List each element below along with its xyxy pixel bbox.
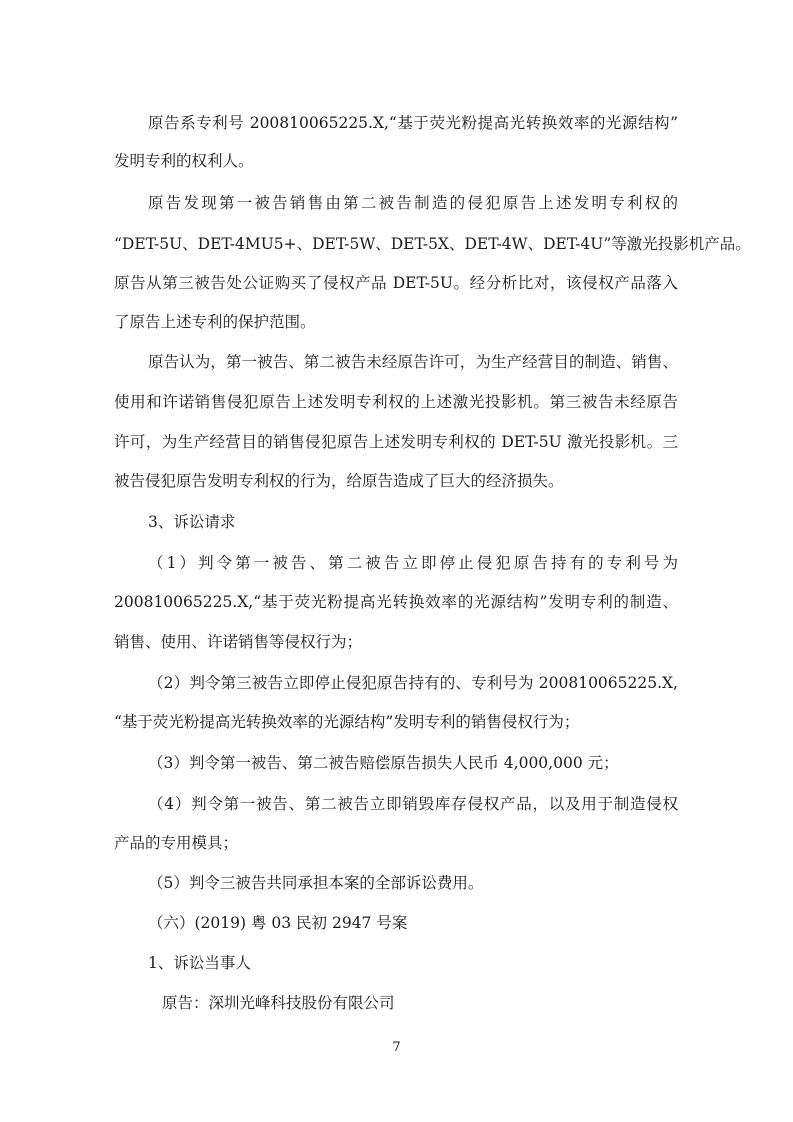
text-line: 使用和许诺销售侵犯原告上述发明专利权的上述激光投影机。第三被告未经原告 bbox=[114, 393, 678, 411]
text-line: 销售、使用、许诺销售等侵权行为； bbox=[114, 633, 363, 651]
text-line: （1）判令第一被告、第二被告立即停止侵犯原告持有的专利号为 bbox=[148, 554, 678, 572]
text-line: 200810065225.X,“基于荧光粉提高光转换效率的光源结构”发明专利的制造、 bbox=[114, 593, 678, 611]
text-line: 被告侵犯原告发明专利权的行为，给原告造成了巨大的经济损失。 bbox=[114, 472, 564, 490]
text-line: 原告发现第一被告销售由第二被告制造的侵犯原告上述发明专利权的 bbox=[148, 194, 678, 212]
text-line: 原告系专利号 200810065225.X,“基于荧光粉提高光转换效率的光源结构” bbox=[148, 114, 678, 132]
text-line: 了原告上述专利的保护范围。 bbox=[114, 313, 316, 331]
text-line: “DET-5U、DET-4MU5+、DET-5W、DET-5X、DET-4W、DET-4U”等激光投影机产品。 bbox=[114, 235, 751, 253]
page-number: 7 bbox=[392, 1040, 401, 1055]
text-line: （4）判令第一被告、第二被告立即销毁库存侵权产品，以及用于制造侵权 bbox=[148, 795, 678, 813]
text-line: （5）判令三被告共同承担本案的全部诉讼费用。 bbox=[148, 874, 484, 892]
section-heading: 1、诉讼当事人 bbox=[148, 954, 251, 972]
text-line: 原告：深圳光峰科技股份有限公司 bbox=[162, 994, 395, 1012]
text-line: （2）判令第三被告立即停止侵犯原告持有的、专利号为 200810065225.X, bbox=[148, 674, 678, 692]
text-line: 发明专利的权利人。 bbox=[114, 152, 254, 170]
text-line: 许可，为生产经营目的销售侵犯原告上述发明专利权的 DET-5U 激光投影机。三 bbox=[114, 433, 678, 451]
text-line: 产品的专用模具； bbox=[114, 834, 239, 852]
text-line: （3）判令第一被告、第二被告赔偿原告损失人民币 4,000,000 元； bbox=[148, 754, 619, 772]
text-line: “基于荧光粉提高光转换效率的光源结构”发明专利的销售侵权行为； bbox=[114, 713, 580, 731]
section-heading: 3、诉讼请求 bbox=[148, 513, 236, 531]
text-line: 原告认为，第一被告、第二被告未经原告许可，为生产经营目的制造、销售、 bbox=[148, 353, 678, 371]
case-heading: （六）(2019) 粤 03 民初 2947 号案 bbox=[148, 914, 408, 932]
text-line: 原告从第三被告处公证购买了侵权产品 DET-5U。经分析比对，该侵权产品落入 bbox=[114, 274, 678, 292]
